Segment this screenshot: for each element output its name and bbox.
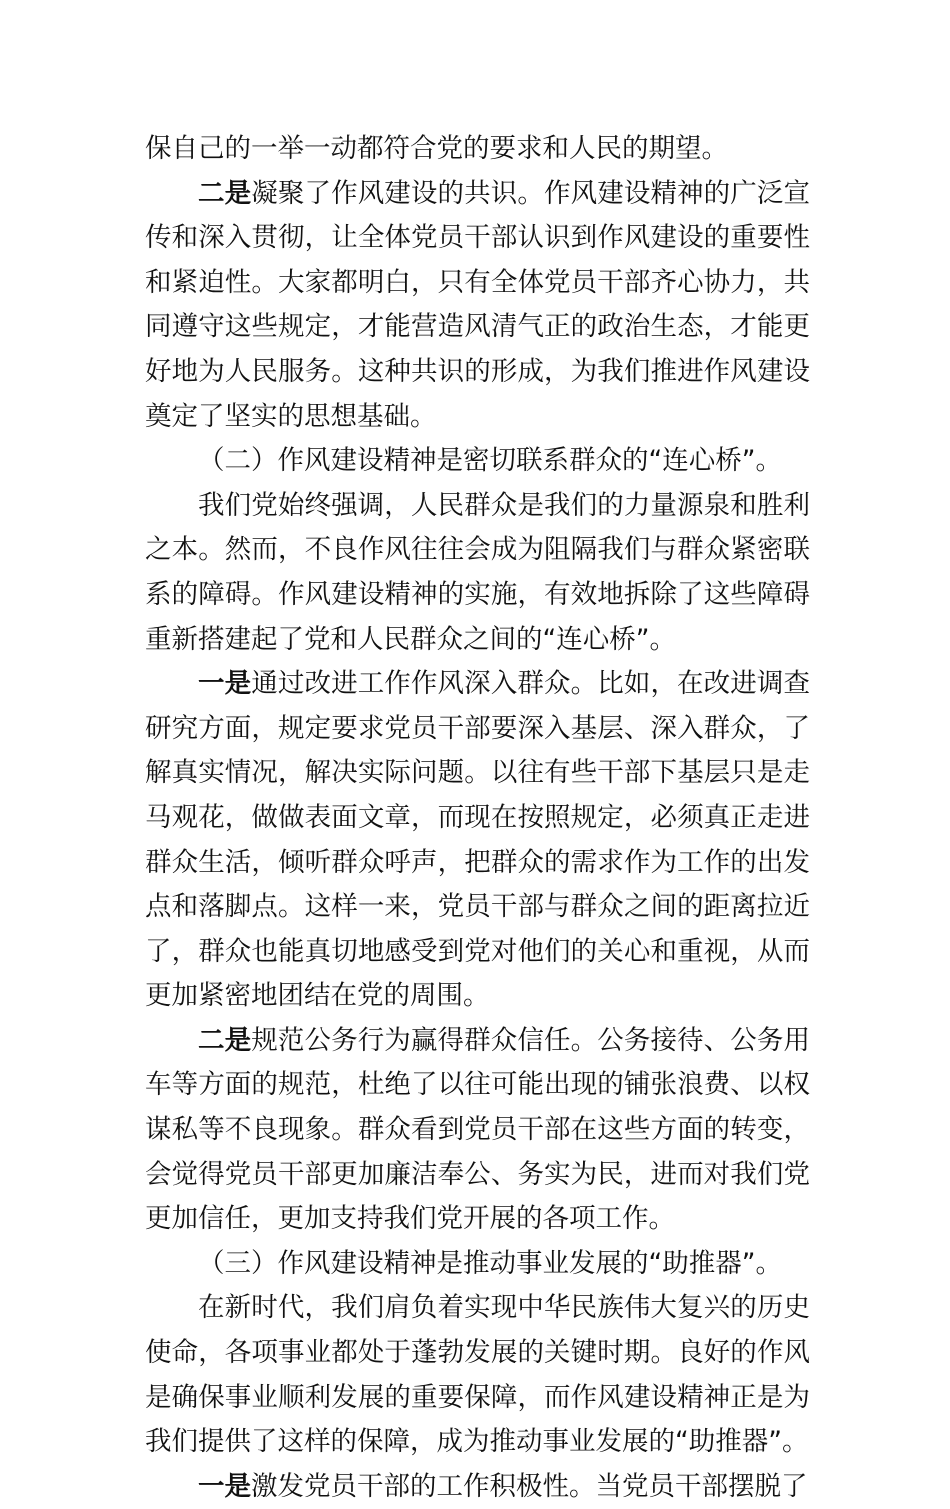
paragraph-lead: 一是 — [198, 668, 252, 700]
paragraph-text: 凝聚了作风建设的共识。作风建设精神的广泛宣传和深入贯彻，让全体党员干部认识到作风建设的重要性和紧迫性。大家都明白，只有全体党员干部齐心协力，共同遵守这些规定，才能营造风清气正的政治生态，才能更好地为人民服务。这种共识的形成，为我们推进作风建设奠定了坚实的思想基础。 — [145, 177, 811, 432]
paragraph-point-one-improve-style — [145, 662, 810, 1019]
paragraph-continuation — [145, 127, 810, 172]
paragraph-text: 我们党始终强调，人民群众是我们的力量源泉和胜利之本。然而，不良作风往往会成为阻隔我们与群众紧密联系的障碍。作风建设精神的实施，有效地拆除了这些障碍重新搭建起了党和人民群众之间的“连心桥”。 — [145, 489, 810, 655]
paragraph-point-two-trust — [145, 1019, 810, 1242]
paragraph-lead: 二是 — [198, 177, 252, 209]
paragraph-text: 通过改进工作作风深入群众。比如，在改进调查研究方面，规定要求党员干部要深入基层、深入群众，了解真实情况，解决实际问题。以往有些干部下基层只是走马观花，做做表面文章，而现在按照规定，必须真正走进群众生活，倾听群众呼声，把群众的需求作为工作的出发点和落脚点。这样一来，党员干部与群众之间的距离拉近了，群众也能真切地感受到党对他们的关心和重视，从而更加紧密地团结在党的周围。 — [145, 668, 811, 1012]
paragraph-lead: 二是 — [198, 1024, 252, 1056]
paragraph-text: 规范公务行为赢得群众信任。公务接待、公务用车等方面的规范，杜绝了以往可能出现的铺张浪费、以权谋私等不良现象。群众看到党员干部在这些方面的转变，会觉得党员干部更加廉洁奉公、务实为民，进而对我们党更加信任，更加支持我们党开展的各项工作。 — [145, 1024, 811, 1235]
section-heading-2 — [145, 439, 810, 484]
paragraph-text: 在新时代，我们肩负着实现中华民族伟大复兴的历史使命，各项事业都处于蓬勃发展的关键时期。良好的作风是确保事业顺利发展的重要保障，而作风建设精神正是为我们提供了这样的保障，成为推动事业发展的“助推器”。 — [145, 1292, 810, 1458]
document-body — [145, 127, 810, 1509]
paragraph-point-two-consensus — [145, 172, 810, 440]
section-heading-3 — [145, 1242, 810, 1287]
paragraph-point-one-motivation — [145, 1465, 810, 1509]
paragraph-lead: 一是 — [198, 1470, 251, 1502]
section-heading-text: （二）作风建设精神是密切联系群众的“连心桥”。 — [198, 445, 782, 477]
paragraph-text: 保自己的一举一动都符合党的要求和人民的期望。 — [145, 133, 728, 164]
paragraph-body-new-era — [145, 1286, 810, 1464]
paragraph-text: 激发党员干部的工作积极性。当党员干部摆脱了 — [251, 1470, 808, 1502]
section-heading-text: （三）作风建设精神是推动事业发展的“助推器”。 — [198, 1247, 782, 1279]
paragraph-body-masses — [145, 484, 810, 662]
